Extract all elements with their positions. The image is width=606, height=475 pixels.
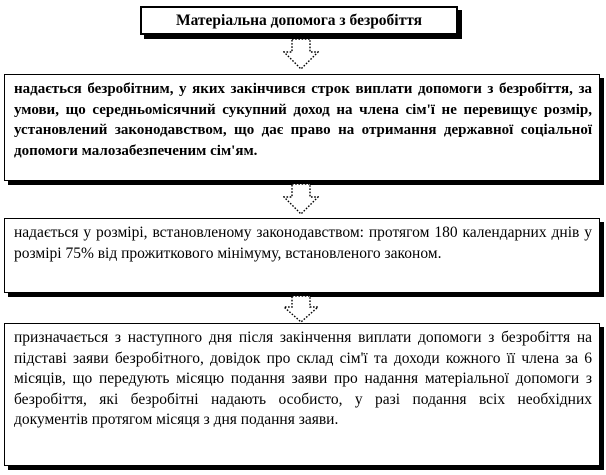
down-arrow-icon [283,295,319,323]
assignment-text: призначається з наступного дня після закінчення виплати допомоги з безробіття на підставі заяви безробітного, довідок про склад сім'ї та доходи кожного її члена за 6 місяців, що передують місяцю подання заяви про надання матеріальної допомоги з безробіття, які безробітні надають особисто, у разі подання всіх необхідних документів протягом місяця з дня подання заяви. [14,329,592,428]
diagram-title-box [140,6,458,35]
amount-block [4,218,600,293]
eligibility-text: надається безробітним, у яких закінчився строк виплати допомоги з безробіття, за умови, що середньомісячний сукупний доход на члена сім'ї не перевищує розмір, установлений законодавством, що дає право на отримання державної соціальної допомоги малозабезпеченим сім'ям. [14,81,592,159]
diagram-title: Матеріальна допомога з безробіття [175,11,423,29]
amount-text: надається у розмірі, встановленому законодавством: протягом 180 календарних днів у розмірі 75% від прожиткового мінімуму, встановленого законом. [14,224,592,262]
down-arrow-icon [283,38,319,70]
assignment-block [4,323,600,466]
down-arrow-icon [283,183,319,215]
eligibility-block [4,74,600,181]
